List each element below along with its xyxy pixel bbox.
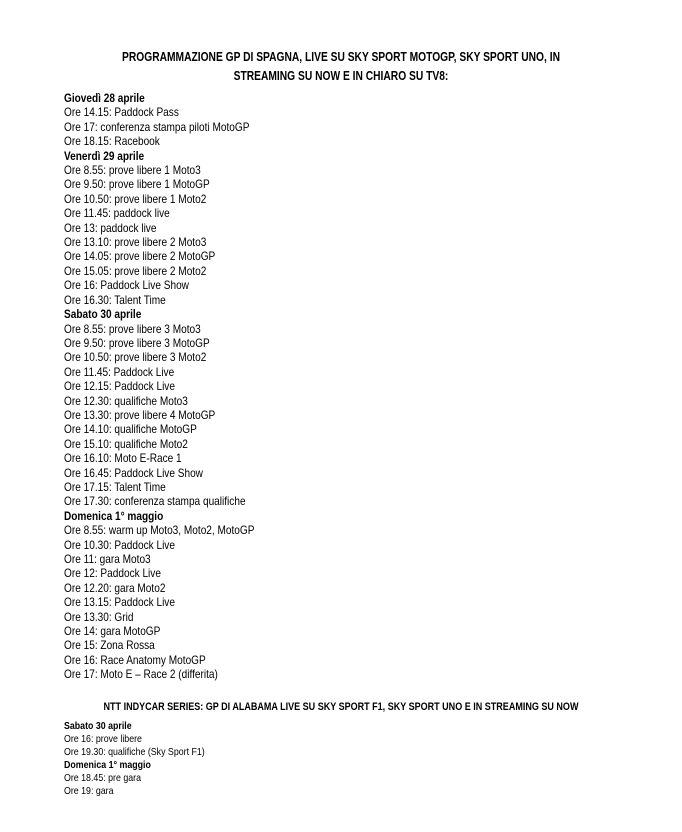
motogp-schedule-entry: Ore 13.30: Grid [64, 609, 134, 624]
motogp-schedule-entry: Ore 9.50: prove libere 3 MotoGP [64, 335, 210, 350]
motogp-schedule-entry: Ore 17.30: conferenza stampa qualifiche [64, 494, 246, 509]
motogp-schedule-title: PROGRAMMAZIONE GP DI SPAGNA, LIVE SU SKY SPORT MOTOGP, SKY SPORT UNO, IN STREAMING SU NOW E IN CHIARO SU TV8: [122, 50, 560, 83]
motogp-schedule-entry: Ore 10.50: prove libere 3 Moto2 [64, 350, 207, 365]
motogp-schedule-entry: Ore 11: gara Moto3 [64, 552, 151, 566]
motogp-schedule-entry: Ore 12.20: gara Moto2 [64, 580, 166, 595]
motogp-schedule-entry: Ore 14: gara MotoGP [64, 624, 161, 639]
motogp-schedule-entry: Ore 15.10: qualifiche Moto2 [64, 436, 188, 451]
indycar-schedule-entry: Ore 19: gara [64, 785, 114, 797]
motogp-schedule-entry: Ore 15: Zona Rossa [64, 638, 155, 653]
motogp-day-heading: Sabato 30 aprile [64, 307, 142, 322]
motogp-schedule-entry: Ore 14.05: prove libere 2 MotoGP [64, 249, 216, 264]
indycar-schedule-list [64, 720, 583, 798]
motogp-schedule-entry: Ore 11.45: paddock live [64, 206, 170, 221]
indycar-schedule-section [0, 700, 682, 798]
motogp-schedule-entry: Ore 10.30: Paddock Live [64, 537, 175, 552]
motogp-schedule-entry: Ore 15.05: prove libere 2 Moto2 [64, 263, 207, 278]
motogp-schedule-entry: Ore 16: Race Anatomy MotoGP [64, 652, 206, 667]
motogp-schedule-entry: Ore 12: Paddock Live [64, 566, 161, 581]
motogp-schedule-entry: Ore 18.15: Racebook [64, 134, 160, 149]
motogp-schedule-entry: Ore 16.10: Moto E-Race 1 [64, 451, 182, 466]
motogp-schedule-entry: Ore 13: paddock live [64, 220, 157, 235]
motogp-schedule-entry: Ore 17.15: Talent Time [64, 479, 166, 494]
motogp-schedule-entry: Ore 10.50: prove libere 1 Moto2 [64, 191, 207, 206]
motogp-schedule-section [0, 48, 682, 682]
motogp-schedule-list [64, 91, 583, 682]
motogp-schedule-entry: Ore 11.45: Paddock Live [64, 364, 175, 379]
motogp-schedule-entry: Ore 8.55: prove libere 1 Moto3 [64, 163, 201, 178]
motogp-schedule-entry: Ore 12.30: qualifiche Moto3 [64, 393, 188, 408]
motogp-day-heading: Domenica 1° maggio [64, 508, 164, 523]
motogp-day-heading: Giovedì 28 aprile [64, 91, 145, 105]
motogp-schedule-entry: Ore 17: conferenza stampa piloti MotoGP [64, 119, 250, 134]
motogp-schedule-entry: Ore 17: Moto E – Race 2 (differita) [64, 667, 218, 682]
motogp-schedule-entry: Ore 16: Paddock Live Show [64, 278, 189, 293]
motogp-schedule-entry: Ore 16.45: Paddock Live Show [64, 465, 203, 480]
indycar-schedule-entry: Ore 19.30: qualifiche (Sky Sport F1) [64, 746, 205, 758]
motogp-schedule-entry: Ore 13.15: Paddock Live [64, 595, 175, 610]
motogp-schedule-entry: Ore 16.30: Talent Time [64, 292, 166, 307]
indycar-schedule-title: NTT INDYCAR SERIES: GP DI ALABAMA LIVE SU SKY SPORT F1, SKY SPORT UNO E IN STREAMING SU NOW [103, 701, 579, 713]
indycar-day-heading: Sabato 30 aprile [64, 720, 132, 732]
motogp-day-heading: Venerdì 29 aprile [64, 148, 145, 163]
motogp-schedule-entry: Ore 12.15: Paddock Live [64, 379, 175, 394]
indycar-day-heading: Domenica 1° maggio [64, 759, 151, 771]
motogp-schedule-entry: Ore 8.55: warm up Moto3, Moto2, MotoGP [64, 523, 255, 538]
motogp-schedule-entry: Ore 9.50: prove libere 1 MotoGP [64, 177, 210, 192]
motogp-schedule-entry: Ore 13.10: prove libere 2 Moto3 [64, 235, 207, 250]
motogp-schedule-entry: Ore 8.55: prove libere 3 Moto3 [64, 321, 201, 336]
motogp-schedule-entry: Ore 13.30: prove libere 4 MotoGP [64, 407, 216, 422]
indycar-schedule-entry: Ore 16: prove libere [64, 733, 142, 745]
indycar-schedule-entry: Ore 18.45: pre gara [64, 772, 141, 784]
motogp-schedule-entry: Ore 14.10: qualifiche MotoGP [64, 422, 197, 437]
motogp-schedule-entry: Ore 14.15: Paddock Pass [64, 105, 179, 120]
